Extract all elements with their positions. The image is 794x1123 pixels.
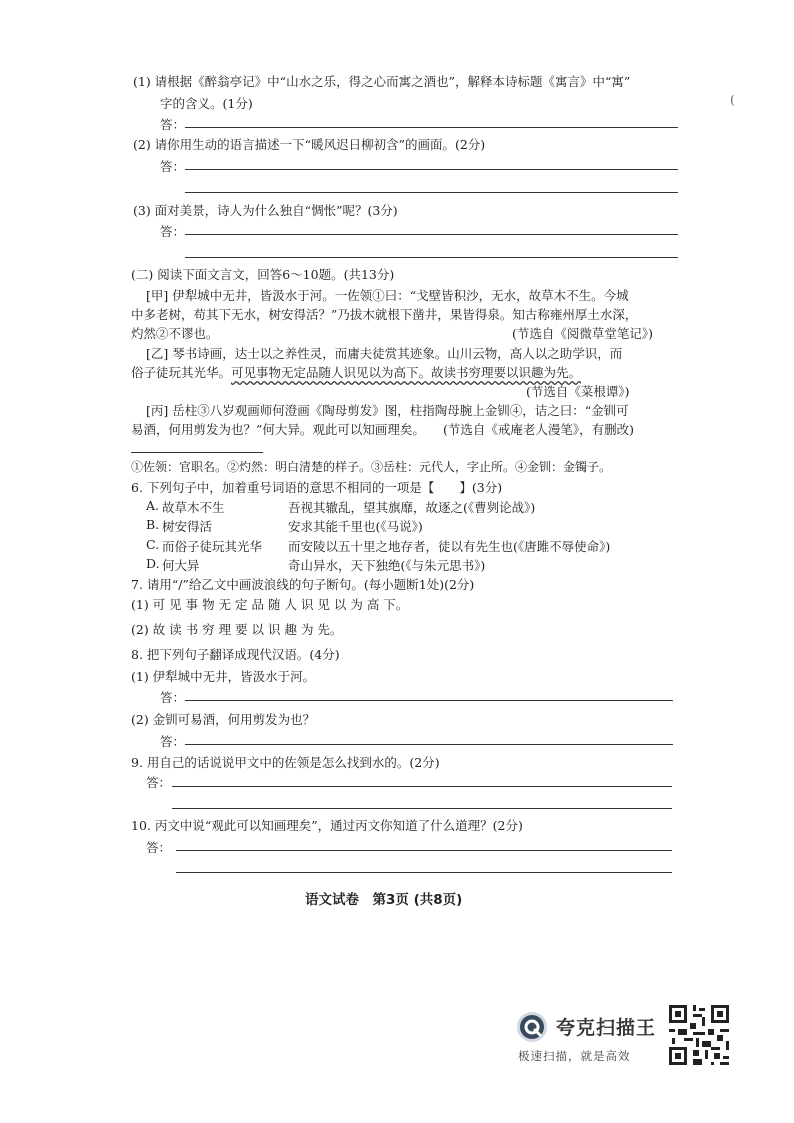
page-footer: 语文试卷 第3页 (共8页) [305,892,463,908]
margin-mark: ( [730,92,735,107]
q7-stem: 7. 请用“/”给乙文中画波浪线的句子断句。(每小题断1处)(2分) [131,577,475,592]
passage-bing-source: (节选自《戒庵老人漫笔》，有删改) [443,422,635,437]
q8-item1: (1) 伊犁城中无井，皆汲水于河。 [131,669,316,684]
passage-yi-line1: [乙] 琴书诗画，达士以之养性灵，而庸夫徒赏其迹象。山川云物，高人以之助学识，而 [146,346,623,361]
q3-text: (3) 面对美景，诗人为什么独自“惆怅”呢？(3分) [133,203,398,218]
q1-answer-line[interactable] [185,127,678,128]
q6-option-d-label[interactable]: D. [146,556,160,571]
q3-answer-line-2[interactable] [185,257,678,258]
q6-option-b-left: 树安得活 [162,519,213,534]
q8-item2: (2) 金钏可易酒，何用剪发为也？ [131,712,316,727]
passage-yi-source: (节选自《菜根谭》) [526,384,630,399]
notes-divider [131,452,263,453]
q1-line1: (1) 请根据《醉翁亭记》中“山水之乐，得之心而寓之酒也”，解释本诗标题《寓言》中“寓” [133,74,631,89]
q1-line2: 字的含义。(1分) [160,96,253,111]
watermark-app-name: 夸克扫描王 [556,1017,657,1039]
footnotes: ①佐领：官职名。②灼然：明白清楚的样子。③岳柱：元代人，字止所。④金钏：金镯子。 [131,460,612,474]
q10-answer-label: 答： [146,840,172,855]
q1-answer-label: 答： [160,117,186,132]
q10-stem: 10. 丙文中说“观此可以知画理矣”，通过丙文你知道了什么道理？(2分) [131,818,523,833]
q6-option-c-right: 而安陵以五十里之地存者，徒以有先生也(《唐雎不辱使命》) [288,539,611,554]
q6-option-b-right: 安求其能千里也(《马说》) [288,519,423,534]
passage-bing-line1: [丙] 岳柱③八岁观画师何澄画《陶母剪发》图，柱指陶母腕上金钏④，诘之曰：“金钏可 [146,403,629,418]
q9-answer-line-1[interactable] [172,786,672,787]
q6-option-c-left: 而俗子徒玩其光华 [162,539,263,554]
q2-answer-line-1[interactable] [185,169,678,170]
q3-answer-line-1[interactable] [185,234,678,235]
section2-heading: (二) 阅读下面文言文，回答6～10题。(共13分) [131,267,395,282]
q2-text: (2) 请你用生动的语言描述一下“暖风迟日柳初含”的画面。(2分) [133,137,486,152]
q8-item1-answer-label: 答： [160,690,186,705]
watermark-slogan: 极速扫描，就是高效 [518,1049,631,1063]
qr-code-icon [666,1002,732,1068]
q6-option-a-left: 故草木不生 [162,500,225,515]
passage-yi-wavy-sentence: 可见事物无定品随人识见以为高下。故读书穷理要以识趣为先。 [231,365,582,380]
q8-item2-answer-label: 答： [160,734,186,749]
q7-item1[interactable]: (1) 可 见 事 物 无 定 品 随 人 识 见 以 为 高 下。 [131,597,409,612]
q7-item2[interactable]: (2) 故 读 书 穷 理 要 以 识 趣 为 先。 [131,622,343,637]
q8-stem: 8. 把下列句子翻译成现代汉语。(4分) [131,647,340,662]
q6-option-a-right: 吾视其辙乱，望其旗靡，故逐之(《曹刿论战》) [288,500,536,515]
q10-answer-line-1[interactable] [176,850,672,851]
q6-option-d-left: 何大异 [162,558,200,573]
q9-answer-line-2[interactable] [172,808,672,809]
passage-bing-line2-text: 易酒，何用剪发为也？”何大异。观此可以知画理矣。 [131,422,425,437]
q2-answer-line-2[interactable] [185,192,678,193]
passage-bing-line2 [131,420,425,438]
quark-logo-icon [515,1010,549,1044]
q8-item1-answer-line[interactable] [185,700,673,701]
q2-answer-label: 答： [160,159,186,174]
passage-jia-line1: [甲] 伊犁城中无井，皆汲水于河。一佐领①曰：“戈壁皆积沙，无水，故草木不生。今城 [146,288,629,303]
passage-jia-source: (节选自《阅微草堂笔记》) [512,326,654,341]
q10-answer-line-2[interactable] [176,872,672,873]
passage-jia-line3: 灼然②不谬也。 [131,326,219,341]
passage-yi-line2-plain: 俗子徒玩其光华。 [131,365,232,380]
q6-option-c-label[interactable]: C. [146,537,160,552]
q3-answer-label: 答： [160,224,186,239]
passage-jia-line2: 中多老树，苟其下无水，树安得活？”乃拔木就根下凿井，果皆得泉。知古称雍州厚土水深， [131,307,638,322]
passage-yi-line2 [131,363,581,381]
q9-answer-label: 答： [146,775,172,790]
q6-option-b-label[interactable]: B. [146,517,160,532]
q6-stem: 6. 下列句子中，加着重号词语的意思不相同的一项是【 】(3分) [131,480,503,495]
q6-option-a-label[interactable]: A. [146,498,160,513]
q8-item2-answer-line[interactable] [185,744,673,745]
q9-stem: 9. 用自己的话说说甲文中的佐领是怎么找到水的。(2分) [131,755,440,770]
q6-option-d-right: 奇山异水，天下独绝(《与朱元思书》) [288,558,486,573]
